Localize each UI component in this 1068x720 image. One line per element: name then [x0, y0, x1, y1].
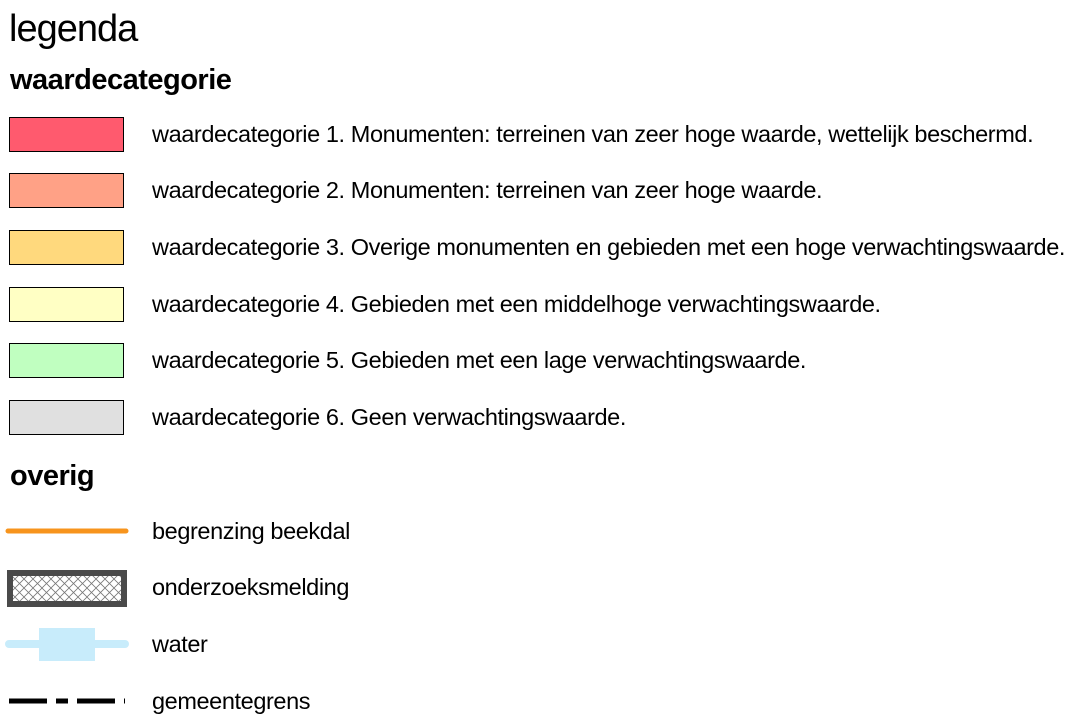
category-1-swatch [9, 117, 124, 152]
legend-item-category-1 [0, 117, 1068, 153]
legend-item-category-2 [0, 173, 1068, 209]
category-4-swatch [9, 287, 124, 322]
legend-item-municipal-boundary [0, 684, 1068, 720]
municipal-boundary-label: gemeentegrens [152, 688, 311, 714]
category-2-swatch [9, 173, 124, 208]
category-4-label: waardecategorie 4. Gebieden met een middelhoge verwachtingswaarde. [152, 291, 881, 317]
legend-item-category-3 [0, 230, 1068, 266]
dash-dot-line-icon [6, 684, 128, 720]
legend-item-water [0, 627, 1068, 663]
category-6-label: waardecategorie 6. Geen verwachtingswaarde. [152, 404, 626, 430]
category-5-swatch [9, 343, 124, 378]
category-1-label: waardecategorie 1. Monumenten: terreinen van zeer hoge waarde, wettelijk beschermd. [152, 121, 1034, 147]
category-5-label: waardecategorie 5. Gebieden met een lage verwachtingswaarde. [152, 347, 807, 373]
category-3-swatch [9, 230, 124, 265]
stream-valley-boundary-label: begrenzing beekdal [152, 518, 350, 544]
legend-item-category-4 [0, 287, 1068, 323]
category-3-label: waardecategorie 3. Overige monumenten en gebieden met een hoge verwachtingswaarde. [152, 234, 1066, 260]
legend-item-stream-valley-boundary [0, 514, 1068, 550]
category-6-swatch [9, 400, 124, 435]
hatched-box-icon [6, 570, 128, 606]
legend-item-category-6 [0, 400, 1068, 436]
orange-line-icon [6, 514, 128, 550]
water-label: water [152, 631, 208, 657]
research-notification-label: onderzoeksmelding [152, 574, 349, 600]
legend-item-research-notification [0, 570, 1068, 606]
value-category-heading: waardecategorie [10, 64, 232, 96]
legend-item-category-5 [0, 343, 1068, 379]
water-symbol-icon [6, 627, 128, 663]
category-2-label: waardecategorie 2. Monumenten: terreinen van zeer hoge waarde. [152, 177, 823, 203]
other-heading: overig [10, 460, 95, 492]
legend-title: legenda [9, 8, 138, 50]
